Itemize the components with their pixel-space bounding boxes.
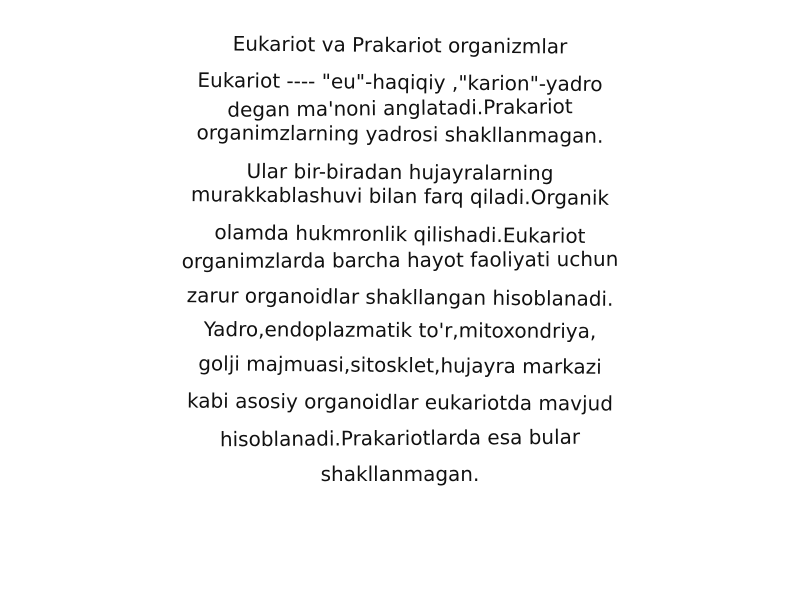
document-title: Eukariot va Prakariot organizmlar	[232, 31, 568, 59]
text-line: Eukariot ---- "eu"-haqiqiy ,"karion"-yadro	[197, 67, 603, 97]
text-line: hisoblanadi.Prakariotlarda esa bular	[219, 424, 581, 452]
text-line: Yadro,endoplazmatik to'r,mitoxondriya,	[203, 316, 597, 344]
text-line: zarur organoidlar shakllangan hisoblanadi.	[186, 283, 614, 311]
text-line: Ular bir-biradan hujayralarning	[246, 158, 554, 186]
text-line: organimzlarning yadrosi shakllanmagan.	[196, 120, 604, 148]
text-line: kabi asosiy organoidlar eukariotda mavjud	[186, 388, 614, 416]
text-line: degan ma'noni anglatadi.Prakariot	[227, 94, 573, 122]
text-line: murakkablashuvi bilan farq qiladi.Organik	[190, 182, 610, 210]
text-line: organimzlarda barcha hayot faoliyati uchun	[181, 246, 619, 274]
text-line: olamda hukmronlik qilishadi.Eukariot	[214, 220, 586, 248]
text-line: golji majmuasi,sitosklet,hujayra markazi	[198, 351, 602, 379]
text-line: shakllanmagan.	[320, 462, 480, 486]
